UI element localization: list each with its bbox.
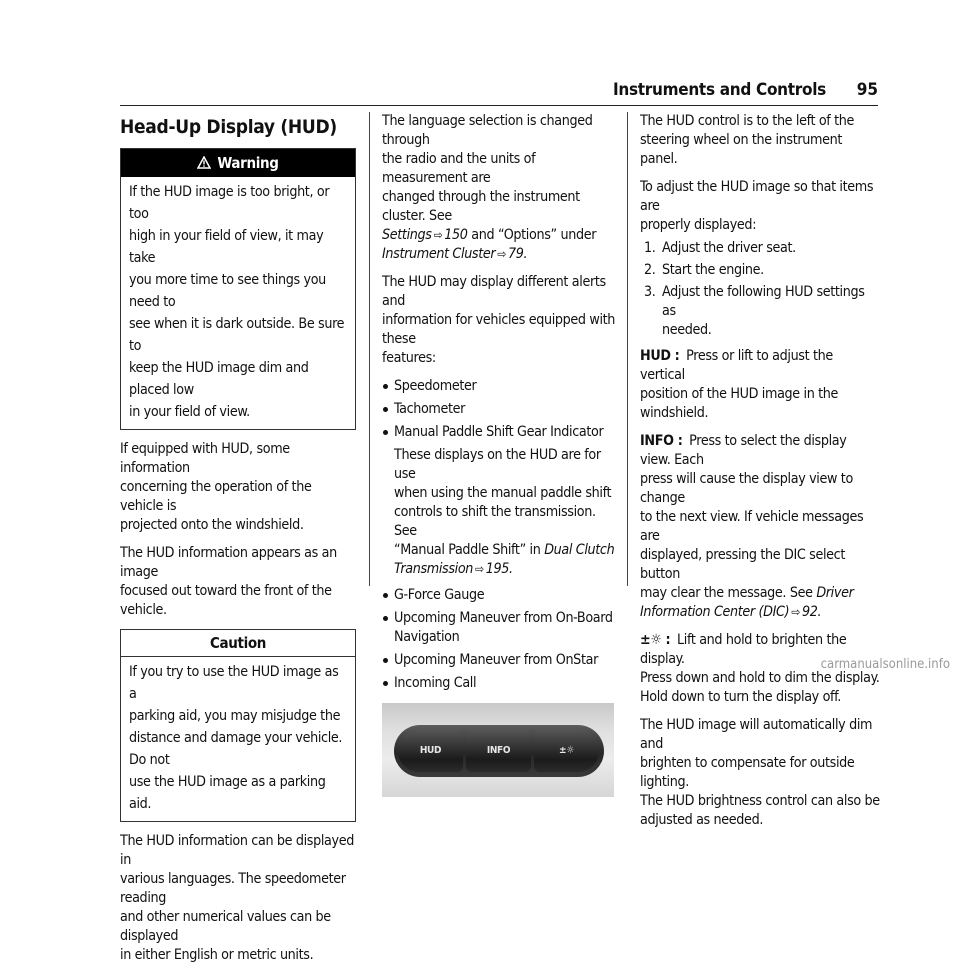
text-fragment: may clear the message. See (640, 585, 813, 601)
text-line: information for vehicles equipped with these (382, 312, 616, 347)
caution-box (120, 629, 356, 822)
text-line: The HUD information appears as an image (120, 545, 337, 580)
list-item: Tachometer (382, 400, 618, 419)
paragraph-adjust (640, 178, 880, 235)
warning-line: high in your field of view, it may take (129, 228, 324, 266)
text-line: To adjust the HUD image so that items are (640, 179, 874, 214)
text-line: and other numerical values can be displayed (120, 909, 331, 944)
paragraph-equipped (120, 440, 356, 535)
warning-header (121, 149, 355, 177)
text-line: brighten to compensate for outside lighting. (640, 755, 855, 790)
paragraph-features (382, 273, 618, 368)
warning-label: Warning (217, 154, 279, 172)
warning-line: If the HUD image is too bright, or too (129, 184, 330, 222)
paragraph-auto-dim (640, 716, 880, 830)
page-ref-icon: ⇨ (475, 562, 484, 576)
step-number: 1. (644, 240, 656, 256)
warning-line: keep the HUD image dim and placed low (129, 360, 309, 398)
cross-reference-link[interactable]: Driver (816, 585, 854, 601)
cross-reference-link[interactable]: Transmission (394, 561, 474, 577)
text-line: press will cause the display view to change (640, 471, 853, 506)
step-text: Start the engine. (662, 262, 764, 278)
header-rule (120, 105, 878, 106)
text-line: The HUD brightness control can also be (640, 793, 880, 809)
text-line: position of the HUD image in the (640, 386, 839, 402)
list-item: Speedometer (382, 377, 618, 396)
text-line: adjusted as needed. (640, 812, 764, 828)
cross-reference-link[interactable]: Settings (382, 227, 432, 243)
adjust-steps (640, 239, 880, 340)
page-ref-icon: ⇨ (497, 247, 506, 261)
caution-text (121, 657, 355, 821)
hud-control-photo (382, 703, 614, 797)
step-item (640, 261, 880, 280)
text-line: The HUD image will automatically dim and (640, 717, 873, 752)
text-line: controls to shift the transmission. See (394, 504, 596, 539)
list-item: Upcoming Maneuver from OnStar (382, 651, 618, 670)
text-line: Press to select the display view. Each (640, 433, 847, 468)
step-text: Adjust the following HUD settings as (662, 284, 865, 319)
paddle-shift-note (382, 446, 618, 579)
feature-list (382, 377, 618, 442)
caution-line: distance and damage your vehicle. Do not (129, 730, 343, 768)
step-number: 2. (644, 262, 656, 278)
column-2 (382, 112, 618, 797)
caution-header: Caution (121, 630, 355, 657)
text-fragment: and “Options” under (471, 227, 597, 243)
section-heading: Head-Up Display (HUD) (120, 116, 337, 138)
paragraph-info-button (640, 432, 880, 622)
cross-reference-link[interactable]: Information Center (DIC) (640, 604, 790, 620)
text-fragment: “Manual Paddle Shift” in (394, 542, 541, 558)
page-header (600, 80, 878, 106)
step-text: Adjust the driver seat. (662, 240, 796, 256)
text-line: properly displayed: (640, 217, 757, 233)
brightness-icon: ±☼ : (640, 632, 671, 648)
list-item (382, 609, 618, 647)
text-line: Upcoming Maneuver from On-Board (394, 610, 613, 626)
section-title: Instruments and Controls (613, 80, 826, 100)
text-line: These displays on the HUD are for use (394, 447, 601, 482)
page-ref[interactable]: 150 (444, 227, 468, 243)
page-ref-icon: ⇨ (433, 228, 443, 242)
paragraph-hud-button (640, 347, 880, 423)
watermark: carmanualsonline.info (820, 657, 950, 672)
text-line: features: (382, 350, 436, 366)
page-ref[interactable]: 195. (485, 561, 513, 577)
caution-line: use the HUD image as a parking aid. (129, 774, 326, 812)
step-number: 3. (644, 284, 656, 300)
text-line: various languages. The speedometer reading (120, 871, 346, 906)
text-line: steering wheel on the instrument panel. (640, 132, 843, 167)
text-line: Navigation (394, 629, 460, 645)
step-item (640, 283, 880, 340)
paragraph-language-selection (382, 112, 618, 264)
hud-button: HUD (398, 730, 463, 772)
cross-reference-link[interactable]: Instrument Cluster (382, 246, 496, 262)
page-ref[interactable]: 92. (801, 604, 822, 620)
feature-list-continued (382, 586, 618, 693)
brightness-button: ±☼ (534, 730, 599, 772)
column-3 (640, 112, 880, 839)
column-divider-1 (369, 112, 370, 586)
text-line: displayed, pressing the DIC select button (640, 547, 845, 582)
warning-line: you more time to see things you need to (129, 272, 326, 310)
text-line: The language selection is changed through (382, 113, 593, 148)
list-item: Incoming Call (382, 674, 618, 693)
text-line: in either English or metric units. (120, 947, 314, 963)
text-line: Hold down to turn the display off. (640, 689, 841, 705)
text-line: focused out toward the front of the vehicle. (120, 583, 332, 618)
text-line: to the next view. If vehicle messages are (640, 509, 864, 544)
warning-box (120, 148, 356, 430)
page-ref-icon: ⇨ (791, 605, 800, 619)
step-item (640, 239, 880, 258)
cross-reference-link[interactable]: Dual Clutch (544, 542, 615, 558)
column-1 (120, 112, 356, 974)
caution-line: If you try to use the HUD image as a (129, 664, 339, 702)
text-line: The HUD may display different alerts and (382, 274, 606, 309)
warning-line: see when it is dark outside. Be sure to (129, 316, 345, 354)
text-line: The HUD information can be displayed in (120, 833, 354, 868)
text-line: when using the manual paddle shift (394, 485, 612, 501)
text-line: If equipped with HUD, some information (120, 441, 290, 476)
list-item: G-Force Gauge (382, 586, 618, 605)
list-item: Manual Paddle Shift Gear Indicator (382, 423, 618, 442)
paragraph-control-location (640, 112, 880, 169)
info-icon: INFO : (640, 433, 683, 449)
column-divider-2 (627, 112, 628, 586)
text-line: Lift and hold to brighten the display. (640, 632, 847, 667)
page-ref[interactable]: 79. (508, 246, 528, 262)
step-text: needed. (662, 322, 712, 338)
text-line: the radio and the units of measurement are (382, 151, 536, 186)
text-line: windshield. (640, 405, 709, 421)
text-line: Press or lift to adjust the vertical (640, 348, 833, 383)
warning-text (121, 177, 355, 429)
control-panel (394, 725, 604, 777)
warning-line: in your field of view. (129, 404, 250, 420)
paragraph-languages (120, 832, 356, 965)
hud-icon: HUD : (640, 348, 680, 364)
warning-icon (197, 156, 211, 170)
text-line: Press down and hold to dim the display. (640, 670, 880, 686)
info-button: INFO (466, 730, 531, 772)
text-line: projected onto the windshield. (120, 517, 304, 533)
paragraph-image (120, 544, 356, 620)
text-line: concerning the operation of the vehicle is (120, 479, 312, 514)
text-line: The HUD control is to the left of the (640, 113, 855, 129)
page-number: 95 (856, 80, 878, 100)
text-line: changed through the instrument cluster. See (382, 189, 580, 224)
caution-line: parking aid, you may misjudge the (129, 708, 341, 724)
